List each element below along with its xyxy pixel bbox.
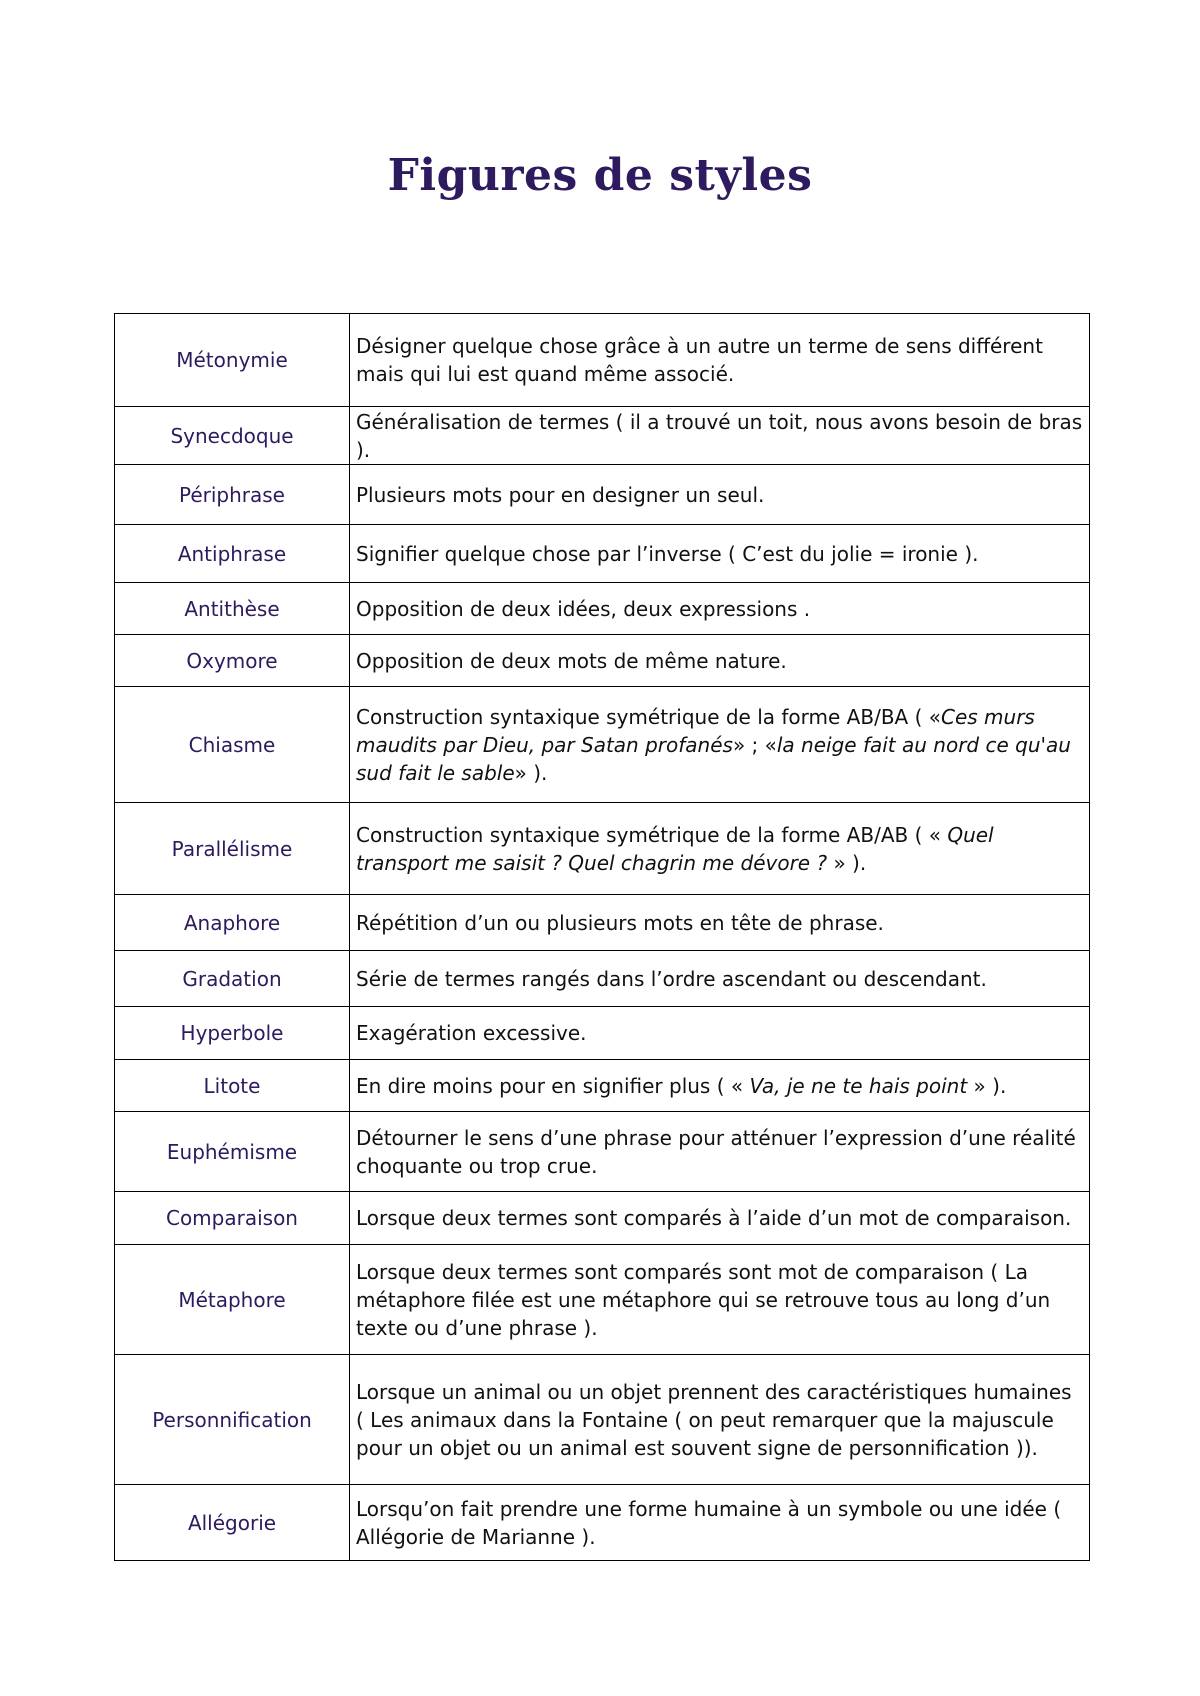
definition-example: Va, je ne te hais point (749, 1073, 968, 1098)
definition-text: Lorsque deux termes sont comparés sont mot de comparaison ( La métaphore filée est une métaphore qui se retrouve tous au long d’un texte ou d’une phrase ). (356, 1259, 1051, 1340)
definition-text: Série de termes rangés dans l’ordre ascendant ou descendant. (356, 966, 987, 991)
figure-definition (350, 1245, 1090, 1355)
definition-text: Opposition de deux mots de même nature. (356, 648, 787, 673)
figure-definition (350, 1112, 1090, 1192)
table-row (115, 314, 1090, 407)
figure-term: Antiphrase (115, 525, 350, 583)
definition-text: Détourner le sens d’une phrase pour atténuer l’expression d’une réalité choquante ou trop crue. (356, 1125, 1076, 1178)
definition-text: Plusieurs mots pour en designer un seul. (356, 482, 765, 507)
definition-text: Lorsque deux termes sont comparés à l’aide d’un mot de comparaison. (356, 1206, 1072, 1230)
table-row (115, 803, 1090, 895)
table-body (115, 314, 1090, 1561)
figure-definition (350, 1485, 1090, 1561)
figure-term: Litote (115, 1060, 350, 1112)
definition-text: » ). (827, 850, 867, 875)
figure-definition (350, 951, 1090, 1007)
page-title: Figures de styles (387, 150, 813, 201)
table-row (115, 951, 1090, 1007)
table-row (115, 895, 1090, 951)
figure-term: Allégorie (115, 1485, 350, 1561)
definition-example: Ces murs maudits par Dieu, par Satan profanés (356, 704, 1035, 757)
definition-text: Désigner quelque chose grâce à un autre un terme de sens différent mais qui lui est quand même associé. (356, 334, 1043, 386)
definition-example: Quel transport me saisit ? Quel chagrin me dévore ? (356, 822, 994, 875)
table-row (115, 407, 1090, 465)
definition-text: Exagération excessive. (356, 1021, 587, 1045)
figure-definition (350, 314, 1090, 407)
table-row (115, 1355, 1090, 1485)
table-row (115, 1112, 1090, 1192)
figure-term: Parallélisme (115, 803, 350, 895)
table-row (115, 525, 1090, 583)
table-row (115, 465, 1090, 525)
figure-definition (350, 895, 1090, 951)
figure-definition (350, 407, 1090, 465)
definition-text: Répétition d’un ou plusieurs mots en tête de phrase. (356, 910, 884, 935)
definition-text: Construction syntaxique symétrique de la forme AB/BA ( « (356, 704, 941, 729)
definition-text: » ; « (732, 732, 777, 757)
figure-term: Gradation (115, 951, 350, 1007)
figure-definition (350, 803, 1090, 895)
figure-term: Comparaison (115, 1192, 350, 1245)
definition-text: » ). (514, 760, 548, 785)
figure-term: Hyperbole (115, 1007, 350, 1060)
figure-term: Périphrase (115, 465, 350, 525)
table-row (115, 1485, 1090, 1561)
definition-text: Lorsqu’on fait prendre une forme humaine à un symbole ou une idée ( Allégorie de Marianne ). (356, 1496, 1062, 1549)
figure-definition (350, 1192, 1090, 1245)
table-row (115, 635, 1090, 687)
figure-definition (350, 583, 1090, 635)
definition-text: Signifier quelque chose par l’inverse ( C’est du jolie = ironie ). (356, 541, 979, 566)
table-row (115, 583, 1090, 635)
figure-definition (350, 1060, 1090, 1112)
table-row (115, 1060, 1090, 1112)
figure-term: Antithèse (115, 583, 350, 635)
figure-term: Oxymore (115, 635, 350, 687)
figure-term: Métonymie (115, 314, 350, 407)
table-row (115, 687, 1090, 803)
figure-definition (350, 525, 1090, 583)
definition-text: Opposition de deux idées, deux expressions . (356, 596, 811, 621)
figure-term: Chiasme (115, 687, 350, 803)
figure-term: Synecdoque (115, 407, 350, 465)
definition-text: En dire moins pour en signifier plus ( « (356, 1073, 750, 1098)
definition-example: la neige fait au nord ce qu'au sud fait le sable (356, 732, 1071, 785)
figure-definition (350, 465, 1090, 525)
definition-text: Généralisation de termes ( il a trouvé un toit, nous avons besoin de bras ). (356, 409, 1083, 462)
table-row (115, 1192, 1090, 1245)
definition-text: Lorsque un animal ou un objet prennent des caractéristiques humaines ( Les animaux dans la Fontaine ( on peut remarquer que la majuscule pour un objet ou un animal est souvent signe de personnification )). (356, 1379, 1072, 1460)
figure-definition (350, 1355, 1090, 1485)
figure-term: Métaphore (115, 1245, 350, 1355)
figure-definition (350, 1007, 1090, 1060)
figure-term: Euphémisme (115, 1112, 350, 1192)
table-row (115, 1007, 1090, 1060)
definition-text: Construction syntaxique symétrique de la forme AB/AB ( « (356, 822, 948, 847)
figures-table (114, 313, 1090, 1561)
figure-definition (350, 687, 1090, 803)
figure-term: Anaphore (115, 895, 350, 951)
figure-definition (350, 635, 1090, 687)
definition-text: » ). (967, 1073, 1007, 1098)
table-row (115, 1245, 1090, 1355)
figure-term: Personnification (115, 1355, 350, 1485)
